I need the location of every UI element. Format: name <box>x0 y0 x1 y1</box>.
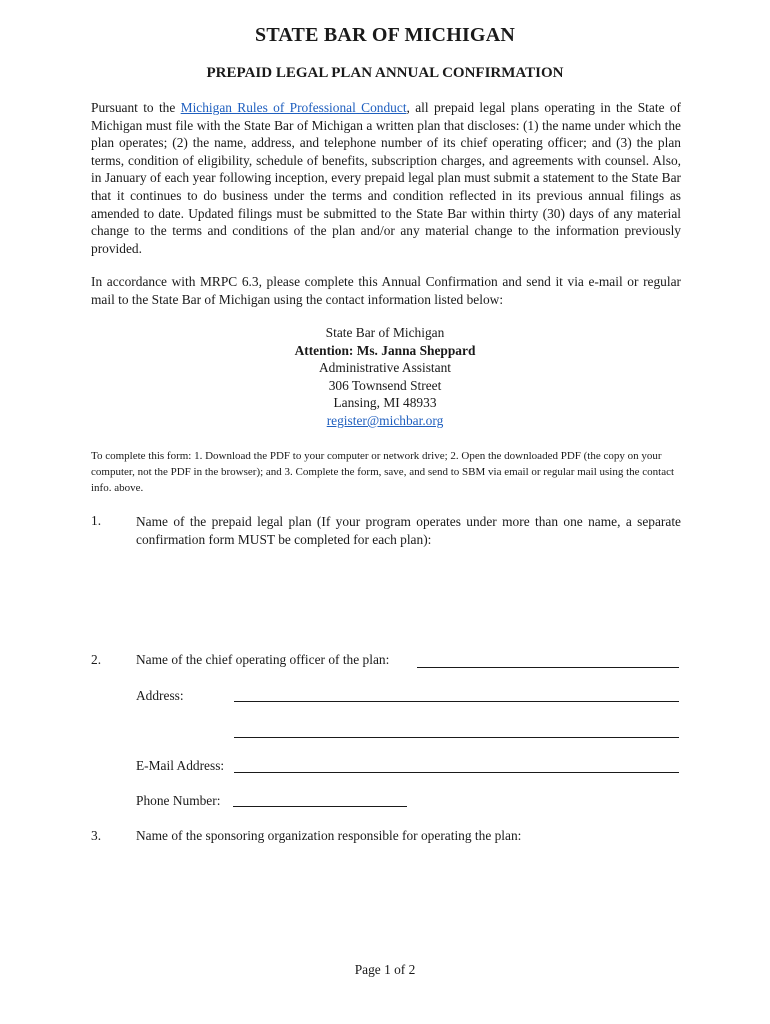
item-1-text: Name of the prepaid legal plan (If your program operates under more than one name, a separate confirmation form MUST be completed for each plan): <box>136 514 681 547</box>
contact-role: Administrative Assistant <box>318 360 452 376</box>
page-number: Page 1 of 2 <box>354 962 416 977</box>
contact-city: Lansing, MI 48933 <box>333 395 437 411</box>
item-1-number: 1. <box>91 513 102 528</box>
contact-org: State Bar of Michigan <box>325 325 445 340</box>
contact-block <box>0 324 770 430</box>
item-3-number: 3. <box>91 828 102 843</box>
contact-attention: Attention: Ms. Janna Sheppard <box>294 342 476 358</box>
intro-paragraph <box>91 99 681 257</box>
instructions-text: To complete this form: 1. Download the PDF to your computer or network drive; 2. Open the downloaded PDF (the copy on your computer, not the PDF in the browser); and 3. Complete the form, save, and send to SBM via email or regular mail using the contact info. above. <box>91 450 675 494</box>
address-line-1-field[interactable] <box>234 701 679 702</box>
phone-label: Phone Number: <box>136 793 221 808</box>
email-label: E-Mail Address: <box>136 758 225 773</box>
contact-street: 306 Townsend Street <box>328 377 442 393</box>
intro-prefix: Pursuant to the <box>91 100 181 115</box>
intro-body: , all prepaid legal plans operating in the State of Michigan must file with the State Bar of Michigan a written plan that discloses: (1) the name under which the plan operates; (2) the name, address, and telephone number of its chief operating officer; and (3) the plan terms, condition of eligibility, schedule of benefits, subscription charges, and agreements with counsel. Also, in January of each year following inception, every prepaid legal plan must submit a statement to the State Bar that it continues to do business under the terms and condition reflected in its previous annual filings as amended to date. Updated filings must be submitted to the State Bar within thirty (30) days of any material change to the terms and conditions of the plan and/or any material change to the information previously provided. <box>91 100 681 256</box>
item-2-text: Name of the chief operating officer of the plan: <box>136 652 390 667</box>
phone-field[interactable] <box>233 806 407 807</box>
mrpc-link[interactable]: Michigan Rules of Professional Conduct <box>180 100 407 115</box>
page-subtitle: PREPAID LEGAL PLAN ANNUAL CONFIRMATION <box>206 65 564 81</box>
page-title: STATE BAR OF MICHIGAN <box>255 24 515 46</box>
accordance-paragraph: In accordance with MRPC 6.3, please complete this Annual Confirmation and send it via e-mail or regular mail to the State Bar of Michigan using the contact information listed below: <box>91 274 681 307</box>
email-field[interactable] <box>234 772 679 773</box>
officer-name-field[interactable] <box>417 667 679 668</box>
item-2-number: 2. <box>91 652 102 667</box>
address-line-2-field[interactable] <box>234 737 679 738</box>
contact-email-link[interactable]: register@michbar.org <box>326 412 444 428</box>
address-label: Address: <box>136 688 184 703</box>
item-3-text: Name of the sponsoring organization responsible for operating the plan: <box>136 828 522 843</box>
